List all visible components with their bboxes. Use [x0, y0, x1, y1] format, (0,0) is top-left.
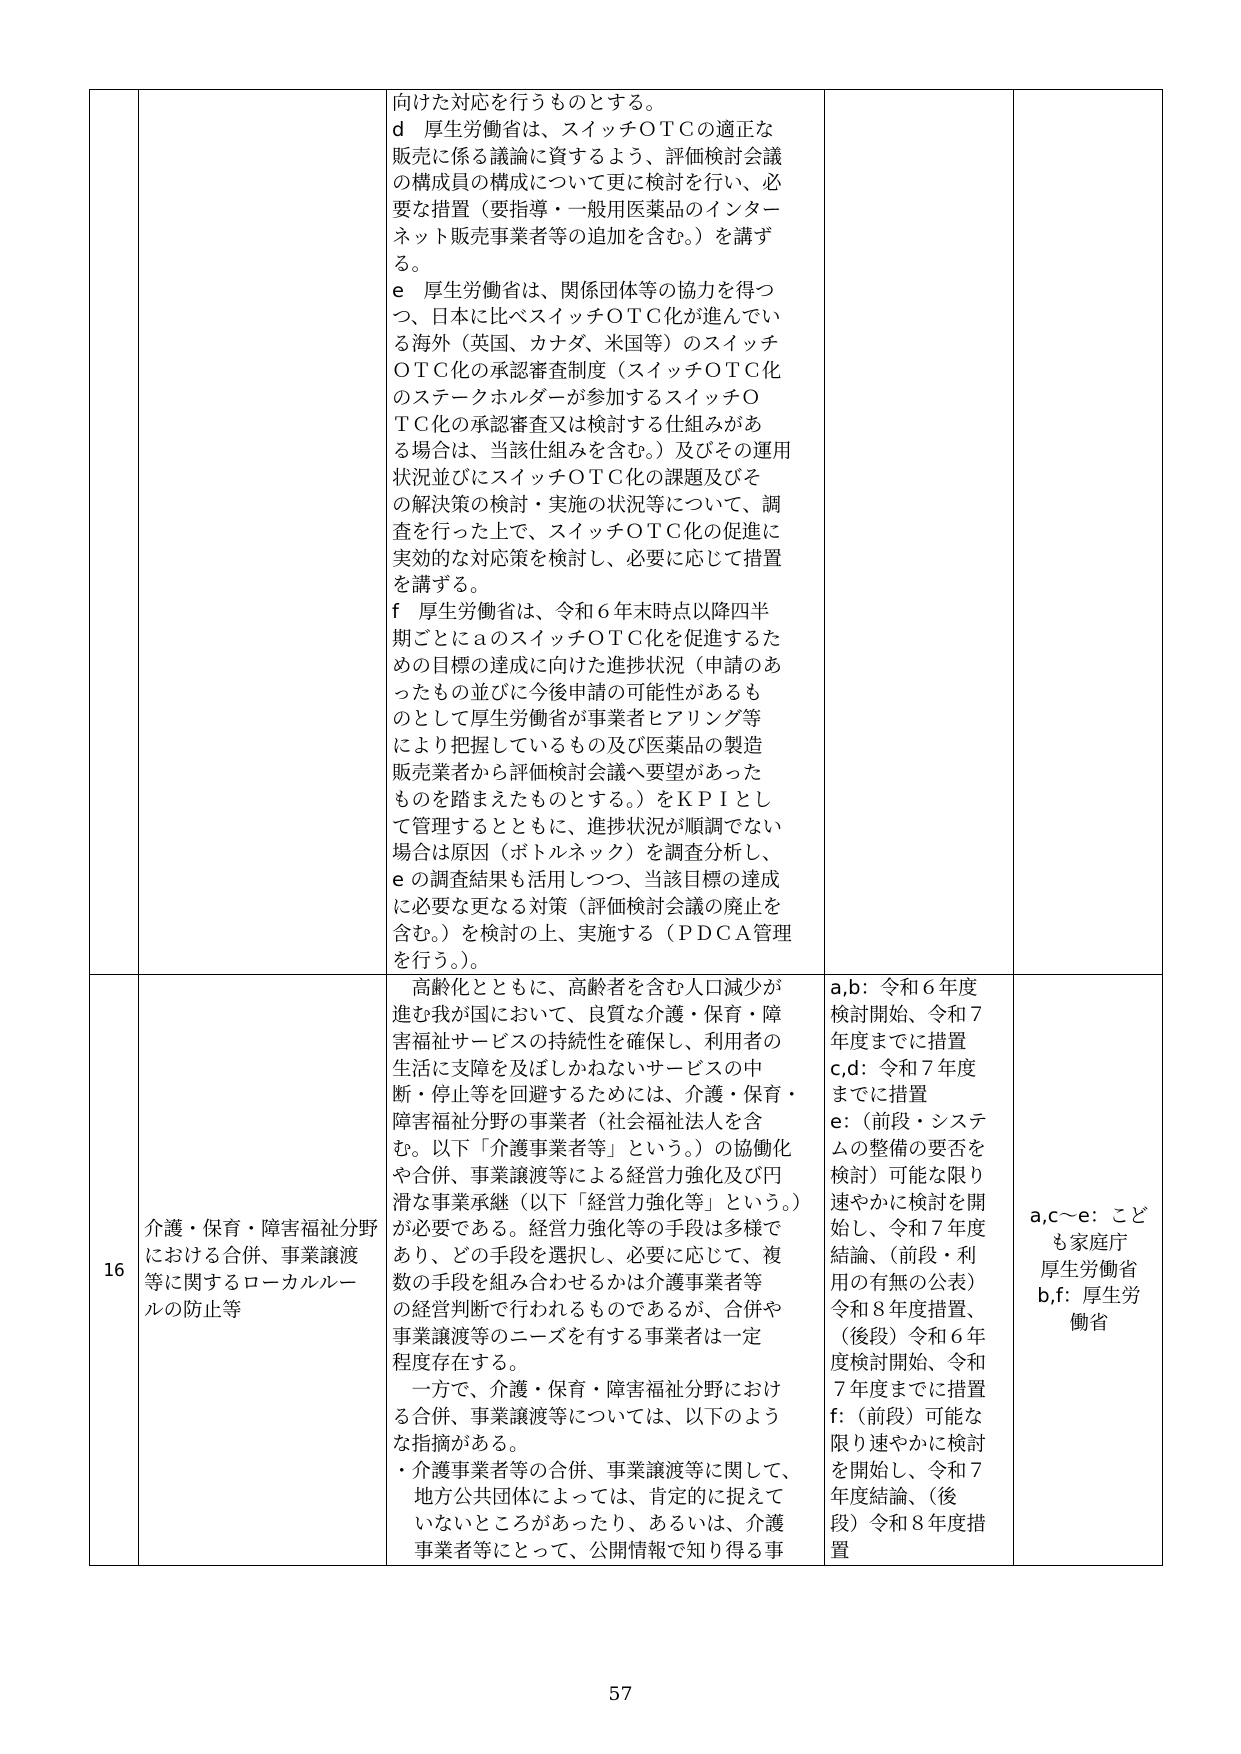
schedule-line: f：（前段）可能な	[830, 1405, 984, 1429]
schedule-line: c,d：令和７年度	[830, 1056, 977, 1080]
schedule-cell	[825, 975, 1014, 1566]
body-text	[387, 975, 824, 1565]
ministry-line: 厚生労働省	[1040, 1257, 1138, 1281]
body-line: ものを踏まえたものとする。）をＫＰＩとし	[392, 787, 773, 811]
schedule-line: 置	[830, 1539, 850, 1563]
page-number: 57	[608, 1683, 633, 1705]
body-line: ・介護事業者等の合併、事業譲渡等に関して、	[392, 1458, 802, 1482]
body-line: 事業者等にとって、公開情報で知り得る事	[414, 1539, 784, 1563]
body-line: て管理するとともに、進捗状況が順調でない	[392, 814, 783, 838]
schedule-line: を開始し、令和７	[830, 1458, 987, 1482]
body-line: 期ごとにａのスイッチＯＴＣ化を促進するた	[392, 626, 782, 650]
body-line: 断・停止等を回避するためには、介護・保育・	[392, 1083, 802, 1107]
item-cell	[139, 90, 387, 975]
schedule-text	[825, 975, 1013, 1565]
body-line: 程度存在する。	[392, 1351, 529, 1375]
body-line: る。	[392, 251, 432, 275]
item-line: 等に関するローカルルー	[144, 1271, 358, 1295]
body-line: あり、どの手段を選択し、必要に応じて、複	[392, 1244, 782, 1268]
schedule-line: 用の有無の公表）	[830, 1271, 987, 1295]
schedule-line: e：（前段・システ	[830, 1110, 988, 1134]
body-line: 販売に係る議論に資するよう、評価検討会議	[392, 144, 783, 168]
body-line: e 厚生労働省は、関係団体等の協力を得つ	[392, 278, 775, 302]
body-line: の構成員の構成について更に検討を行い、必	[392, 171, 782, 195]
item-cell	[139, 975, 387, 1566]
body-line: ＯＴＣ化の承認審査制度（スイッチＯＴＣ化	[392, 358, 782, 382]
measures-table	[89, 89, 1163, 1566]
body-line: る合併、事業譲渡等については、以下のよう	[392, 1405, 782, 1429]
body-line: 事業譲渡等のニーズを有する事業者は一定	[392, 1324, 762, 1348]
ministry-cell	[1014, 90, 1163, 975]
body-line: ＴＣ化の承認審査又は検討する仕組みがあ	[392, 412, 763, 436]
schedule-line: ムの整備の要否を	[830, 1137, 987, 1161]
body-line: が必要である。経営力強化等の手段は多様で	[392, 1217, 783, 1241]
ministry-line: b,f：厚生労	[1037, 1284, 1141, 1308]
body-text	[387, 90, 824, 974]
ministry-text	[1014, 1203, 1162, 1337]
body-line: 滑な事業承継（以下「経営力強化等」という。）	[392, 1190, 812, 1214]
schedule-line: 始し、令和７年度	[830, 1217, 987, 1241]
ministry-line: も家庭庁	[1049, 1230, 1128, 1254]
body-line: る海外（英国、カナダ、米国等）のスイッチ	[392, 332, 780, 356]
body-line: のとして厚生労働省が事業者ヒアリング等	[392, 707, 762, 731]
body-line: の解決策の検討・実施の状況等について、調	[392, 492, 782, 516]
item-line: ルの防止等	[144, 1297, 242, 1321]
schedule-line: 検討開始、令和７	[830, 1003, 987, 1027]
body-line: 一方で、介護・保育・障害福祉分野におけ	[392, 1378, 782, 1402]
body-line: る場合は、当該仕組みを含む。）及びその運用	[392, 439, 792, 463]
body-line: d 厚生労働省は、スイッチＯＴＣの適正な	[392, 117, 775, 141]
body-line: 障害福祉分野の事業者（社会福祉法人を含	[392, 1110, 763, 1134]
table-row-continued	[90, 90, 1163, 975]
schedule-line: までに措置	[830, 1083, 928, 1107]
schedule-cell	[825, 90, 1014, 975]
ministry-cell	[1014, 975, 1163, 1566]
body-line: を行う。）。	[392, 948, 490, 972]
table-row-16	[90, 975, 1163, 1566]
body-cell	[387, 90, 825, 975]
body-line: 査を行った上で、スイッチＯＴＣ化の促進に	[392, 519, 781, 543]
body-line: 生活に支障を及ぼしかねないサービスの中	[392, 1056, 763, 1080]
body-line: 実効的な対応策を検討し、必要に応じて措置	[392, 546, 783, 570]
schedule-line: 段）令和８年度措	[830, 1512, 987, 1536]
body-line: 害福祉サービスの持続性を確保し、利用者の	[392, 1029, 783, 1053]
schedule-line: 度検討開始、令和	[830, 1351, 987, 1375]
body-line: ったもの並びに今後申請の可能性があるも	[392, 680, 763, 704]
body-line: のステークホルダーが参加するスイッチＯ	[392, 385, 761, 409]
schedule-line: 年度までに措置	[830, 1029, 967, 1053]
row-number: 16	[90, 975, 139, 1566]
item-title	[139, 1216, 386, 1323]
body-line: 進む我が国において、良質な介護・保育・障	[392, 1003, 782, 1027]
body-line: つ、日本に比べスイッチＯＴＣ化が進んでい	[392, 305, 781, 329]
body-line: や合併、事業譲渡等による経営力強化及び円	[392, 1163, 783, 1187]
body-line: 数の手段を組み合わせるかは介護事業者等	[392, 1271, 763, 1295]
body-line: む。以下「介護事業者等」という。）の協働化	[392, 1137, 792, 1161]
body-line: の経営判断で行われるものであるが、合併や	[392, 1297, 783, 1321]
body-line: な指摘がある。	[392, 1431, 529, 1455]
body-line: 販売業者から評価検討会議へ要望があった	[392, 760, 763, 784]
schedule-line: 年度結論、（後	[830, 1485, 957, 1509]
body-cell	[387, 975, 825, 1566]
ministry-line: 働省	[1069, 1311, 1109, 1335]
schedule-line: 令和８年度措置、	[830, 1297, 987, 1321]
schedule-line: ７年度までに措置	[830, 1378, 987, 1402]
body-line: 要な措置（要指導・一般用医薬品のインター	[392, 198, 782, 222]
body-line: いないところがあったり、あるいは、介護	[414, 1512, 785, 1536]
ministry-line: a,c〜e：こど	[1029, 1204, 1149, 1228]
schedule-line: 結論、（前段・利	[830, 1244, 977, 1268]
body-line: e の調査結果も活用しつつ、当該目標の達成	[392, 868, 780, 892]
schedule-line: （後段）令和６年	[830, 1324, 987, 1348]
body-line: 含む。）を検討の上、実施する（ＰＤＣＡ管理	[392, 921, 792, 945]
body-line: 地方公共団体によっては、肯定的に捉えて	[414, 1485, 785, 1509]
schedule-line: 検討）可能な限り	[830, 1163, 987, 1187]
number-cell	[90, 90, 139, 975]
body-line: 状況並びにスイッチＯＴＣ化の課題及びそ	[392, 466, 762, 490]
body-line: 場合は原因（ボトルネック）を調査分析し、	[392, 841, 782, 865]
body-line: 向けた対応を行うものとする。	[392, 91, 666, 114]
body-line: f 厚生労働省は、令和６年末時点以降四半	[392, 600, 770, 624]
item-line: 介護・保育・障害福祉分野	[144, 1217, 379, 1241]
body-line: に必要な更なる対策（評価検討会議の廃止を	[392, 894, 783, 918]
schedule-line: 速やかに検討を開	[830, 1190, 987, 1214]
body-line: により把握しているもの及び医薬品の製造	[392, 734, 763, 758]
body-line: を講ずる。	[392, 573, 490, 597]
schedule-line: a,b：令和６年度	[830, 976, 978, 1000]
item-line: における合併、事業譲渡	[144, 1244, 359, 1268]
body-line: 高齢化とともに、高齢者を含む人口減少が	[392, 976, 783, 1000]
schedule-line: 限り速やかに検討	[830, 1431, 987, 1455]
body-line: めの目標の達成に向けた進捗状況（申請のあ	[392, 653, 783, 677]
body-line: ネット販売事業者等の追加を含む。）を講ず	[392, 224, 773, 248]
